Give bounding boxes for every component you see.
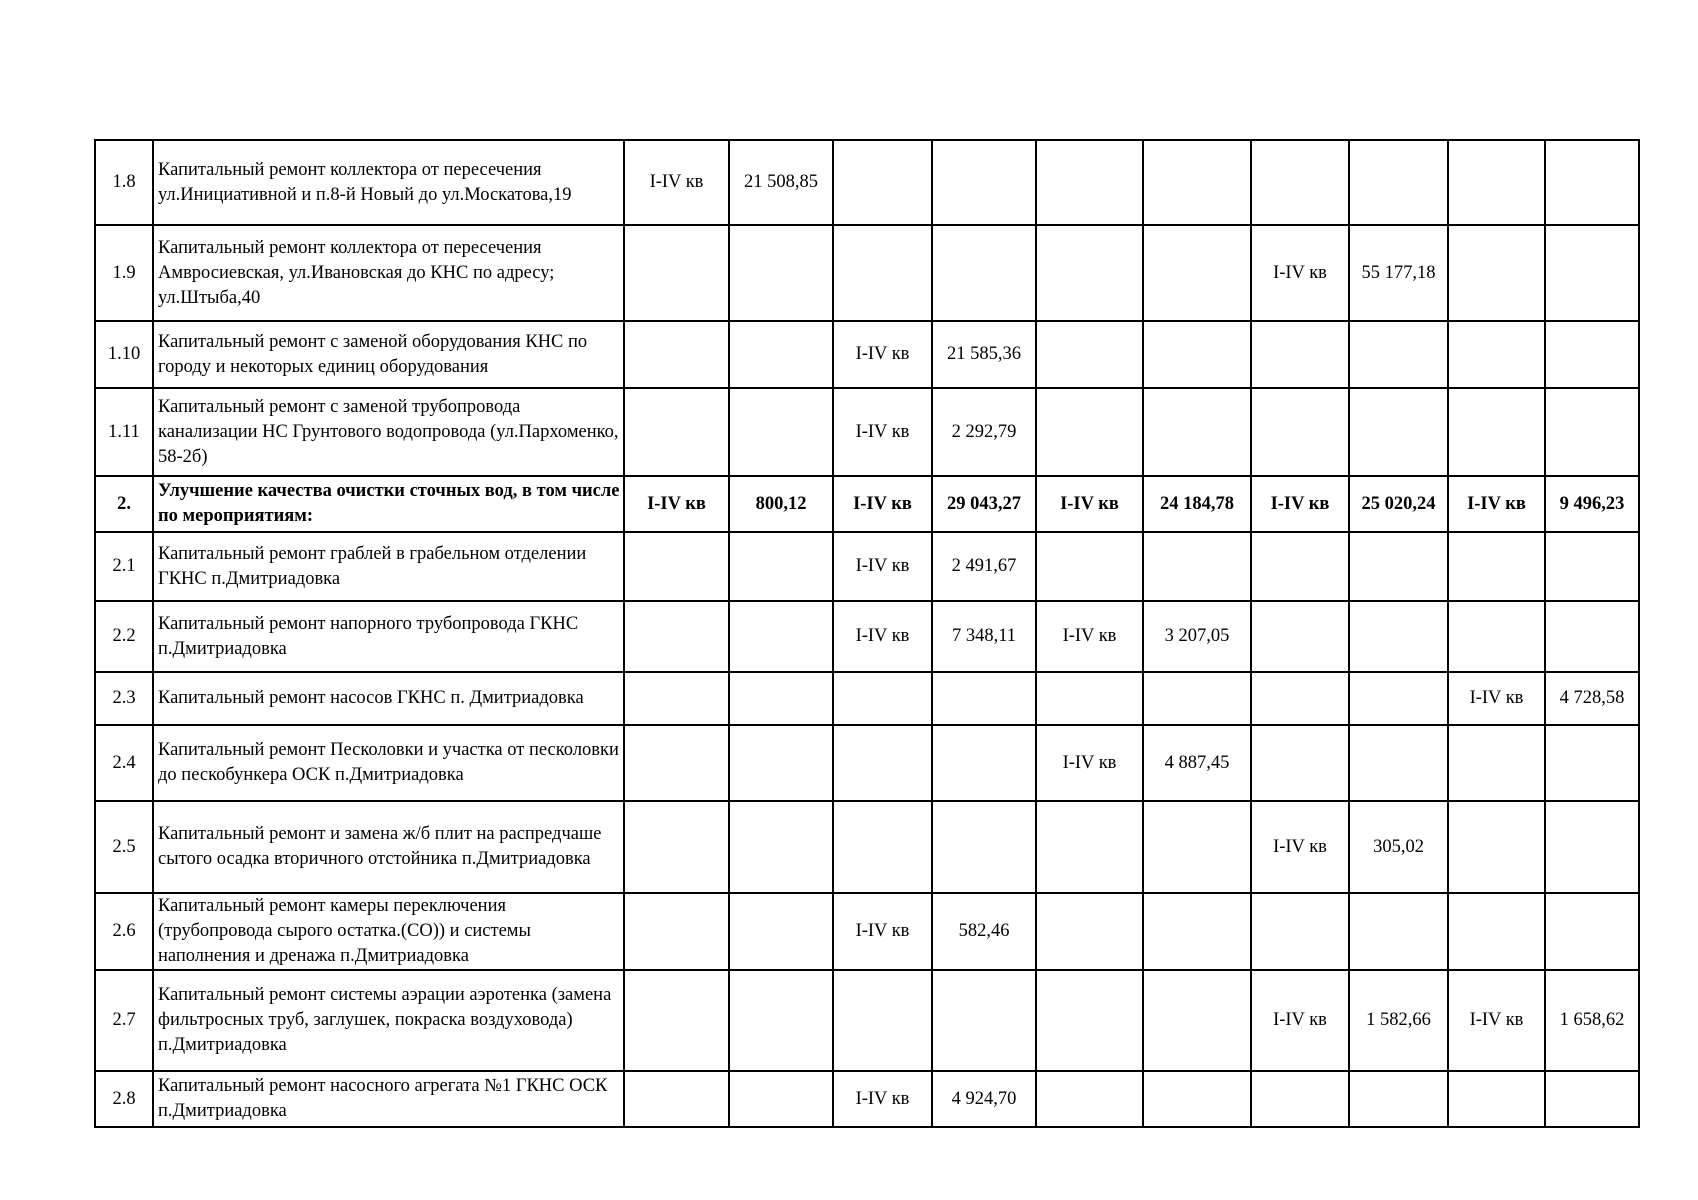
row-name: Капитальный ремонт граблей в грабельном отделении ГКНС п.Дмитриадовка [153,532,624,601]
table-row [95,970,1639,1071]
amount-cell [1545,1071,1639,1127]
period-cell [1448,532,1545,601]
amount-cell [1545,225,1639,321]
period-cell [1036,1071,1143,1127]
period-cell: I-IV кв [833,321,932,388]
amount-cell: 25 020,24 [1349,476,1448,532]
period-cell: I-IV кв [1036,601,1143,672]
period-cell [1036,801,1143,893]
period-cell: I-IV кв [1251,225,1349,321]
period-cell: I-IV кв [1251,970,1349,1071]
amount-cell [729,801,833,893]
row-name: Капитальный ремонт коллектора от пересечения Амвросиевская, ул.Ивановская до КНС по адресу; ул.Штыба,40 [153,225,624,321]
period-cell: I-IV кв [1251,476,1349,532]
amount-cell [729,388,833,476]
row-number: 2.2 [95,601,153,672]
period-cell [1251,672,1349,725]
period-cell [1251,601,1349,672]
amount-cell [1349,893,1448,970]
table-row [95,388,1639,476]
amount-cell [1143,532,1251,601]
amount-cell: 29 043,27 [932,476,1036,532]
period-cell [624,672,729,725]
row-number: 2. [95,476,153,532]
period-cell [1036,140,1143,225]
period-cell [1036,532,1143,601]
table-row [95,893,1639,970]
amount-cell [1143,970,1251,1071]
row-number: 2.8 [95,1071,153,1127]
period-cell [1448,893,1545,970]
amount-cell [932,672,1036,725]
amount-cell [1349,532,1448,601]
row-name: Капитальный ремонт камеры переключения (трубопровода сырого остатка.(СО)) и системы наполнения и дренажа п.Дмитриадовка [153,893,624,970]
period-cell [1251,388,1349,476]
period-cell [624,532,729,601]
table-row [95,1071,1639,1127]
period-cell: I-IV кв [624,476,729,532]
amount-cell: 3 207,05 [1143,601,1251,672]
period-cell [1251,321,1349,388]
amount-cell [1349,388,1448,476]
amount-cell [729,225,833,321]
period-cell [833,970,932,1071]
row-name: Капитальный ремонт коллектора от пересечения ул.Инициативной и п.8-й Новый до ул.Москатова,19 [153,140,624,225]
amount-cell: 7 348,11 [932,601,1036,672]
row-number: 1.11 [95,388,153,476]
period-cell: I-IV кв [833,388,932,476]
period-cell [624,893,729,970]
amount-cell [1545,601,1639,672]
amount-cell [729,532,833,601]
amount-cell: 4 887,45 [1143,725,1251,801]
amount-cell [729,893,833,970]
period-cell [1036,672,1143,725]
amount-cell [1349,1071,1448,1127]
period-cell: I-IV кв [833,476,932,532]
period-cell [1448,225,1545,321]
row-number: 1.9 [95,225,153,321]
period-cell: I-IV кв [1251,801,1349,893]
amount-cell [729,1071,833,1127]
period-cell: I-IV кв [1036,725,1143,801]
amount-cell [729,672,833,725]
table-body [95,140,1639,1127]
period-cell [1036,321,1143,388]
table-row [95,140,1639,225]
amount-cell [1545,801,1639,893]
amount-cell [932,970,1036,1071]
amount-cell: 1 582,66 [1349,970,1448,1071]
period-cell [1448,140,1545,225]
amount-cell [1545,725,1639,801]
period-cell [624,225,729,321]
table-row [95,321,1639,388]
row-name: Капитальный ремонт насосного агрегата №1 ГКНС ОСК п.Дмитриадовка [153,1071,624,1127]
amount-cell [1545,140,1639,225]
period-cell: I-IV кв [1448,672,1545,725]
amount-cell [932,801,1036,893]
amount-cell: 2 292,79 [932,388,1036,476]
amount-cell: 2 491,67 [932,532,1036,601]
row-number: 2.4 [95,725,153,801]
period-cell [624,801,729,893]
period-cell [624,970,729,1071]
row-number: 2.6 [95,893,153,970]
amount-cell [1143,893,1251,970]
amount-cell [1349,601,1448,672]
row-name: Улучшение качества очистки сточных вод, в том числе по мероприятиям: [153,476,624,532]
amount-cell: 305,02 [1349,801,1448,893]
amount-cell [729,601,833,672]
amount-cell [932,725,1036,801]
row-number: 1.8 [95,140,153,225]
period-cell: I-IV кв [833,1071,932,1127]
period-cell: I-IV кв [833,893,932,970]
period-cell: I-IV кв [1448,970,1545,1071]
period-cell: I-IV кв [1448,476,1545,532]
amount-cell: 4 728,58 [1545,672,1639,725]
amount-cell [932,140,1036,225]
amount-cell [1143,388,1251,476]
period-cell [1448,1071,1545,1127]
period-cell [833,225,932,321]
table-row [95,801,1639,893]
period-cell [833,725,932,801]
amount-cell [729,725,833,801]
amount-cell [729,970,833,1071]
amount-cell [1349,140,1448,225]
period-cell [1251,1071,1349,1127]
amount-cell [1143,801,1251,893]
amount-cell: 9 496,23 [1545,476,1639,532]
period-cell [1251,532,1349,601]
period-cell [624,388,729,476]
row-number: 1.10 [95,321,153,388]
amount-cell [1143,225,1251,321]
table-row [95,601,1639,672]
row-number: 2.7 [95,970,153,1071]
amount-cell: 21 585,36 [932,321,1036,388]
row-name: Капитальный ремонт напорного трубопровода ГКНС п.Дмитриадовка [153,601,624,672]
amount-cell [1349,672,1448,725]
period-cell [1036,970,1143,1071]
amount-cell [932,225,1036,321]
amount-cell [1545,321,1639,388]
repair-plan-table [94,139,1640,1128]
period-cell [624,601,729,672]
row-name: Капитальный ремонт насосов ГКНС п. Дмитриадовка [153,672,624,725]
amount-cell [1143,672,1251,725]
amount-cell [729,321,833,388]
period-cell [624,321,729,388]
amount-cell: 800,12 [729,476,833,532]
amount-cell [1349,321,1448,388]
table-row [95,225,1639,321]
row-name: Капитальный ремонт и замена ж/б плит на распредчаше сытого осадка вторичного отстойника п.Дмитриадовка [153,801,624,893]
period-cell: I-IV кв [833,601,932,672]
table-row [95,672,1639,725]
row-number: 2.5 [95,801,153,893]
amount-cell [1545,388,1639,476]
period-cell [1251,893,1349,970]
table-row [95,532,1639,601]
amount-cell [1143,140,1251,225]
amount-cell [1545,893,1639,970]
amount-cell [1143,321,1251,388]
period-cell [1448,725,1545,801]
row-number: 2.1 [95,532,153,601]
amount-cell: 4 924,70 [932,1071,1036,1127]
period-cell [1448,388,1545,476]
period-cell [624,725,729,801]
amount-cell: 582,46 [932,893,1036,970]
row-name: Капитальный ремонт системы аэрации аэротенка (замена фильтросных труб, заглушек, покраска воздуховода) п.Дмитриадовка [153,970,624,1071]
amount-cell [1545,532,1639,601]
period-cell [1036,893,1143,970]
row-number: 2.3 [95,672,153,725]
period-cell [624,1071,729,1127]
period-cell [1448,321,1545,388]
period-cell [1448,601,1545,672]
period-cell [833,140,932,225]
row-name: Капитальный ремонт с заменой оборудования КНС по городу и некоторых единиц оборудования [153,321,624,388]
amount-cell: 24 184,78 [1143,476,1251,532]
period-cell [1251,725,1349,801]
row-name: Капитальный ремонт с заменой трубопровода канализации НС Грунтового водопровода (ул.Пархоменко, 58-2б) [153,388,624,476]
period-cell [1448,801,1545,893]
period-cell [1036,388,1143,476]
period-cell [833,672,932,725]
period-cell: I-IV кв [624,140,729,225]
period-cell [1251,140,1349,225]
period-cell [833,801,932,893]
amount-cell: 55 177,18 [1349,225,1448,321]
period-cell [1036,225,1143,321]
section-row [95,476,1639,532]
period-cell: I-IV кв [833,532,932,601]
table-row [95,725,1639,801]
amount-cell [1349,725,1448,801]
row-name: Капитальный ремонт Песколовки и участка от песколовки до пескобункера ОСК п.Дмитриадовка [153,725,624,801]
amount-cell [1143,1071,1251,1127]
period-cell: I-IV кв [1036,476,1143,532]
amount-cell: 1 658,62 [1545,970,1639,1071]
amount-cell: 21 508,85 [729,140,833,225]
